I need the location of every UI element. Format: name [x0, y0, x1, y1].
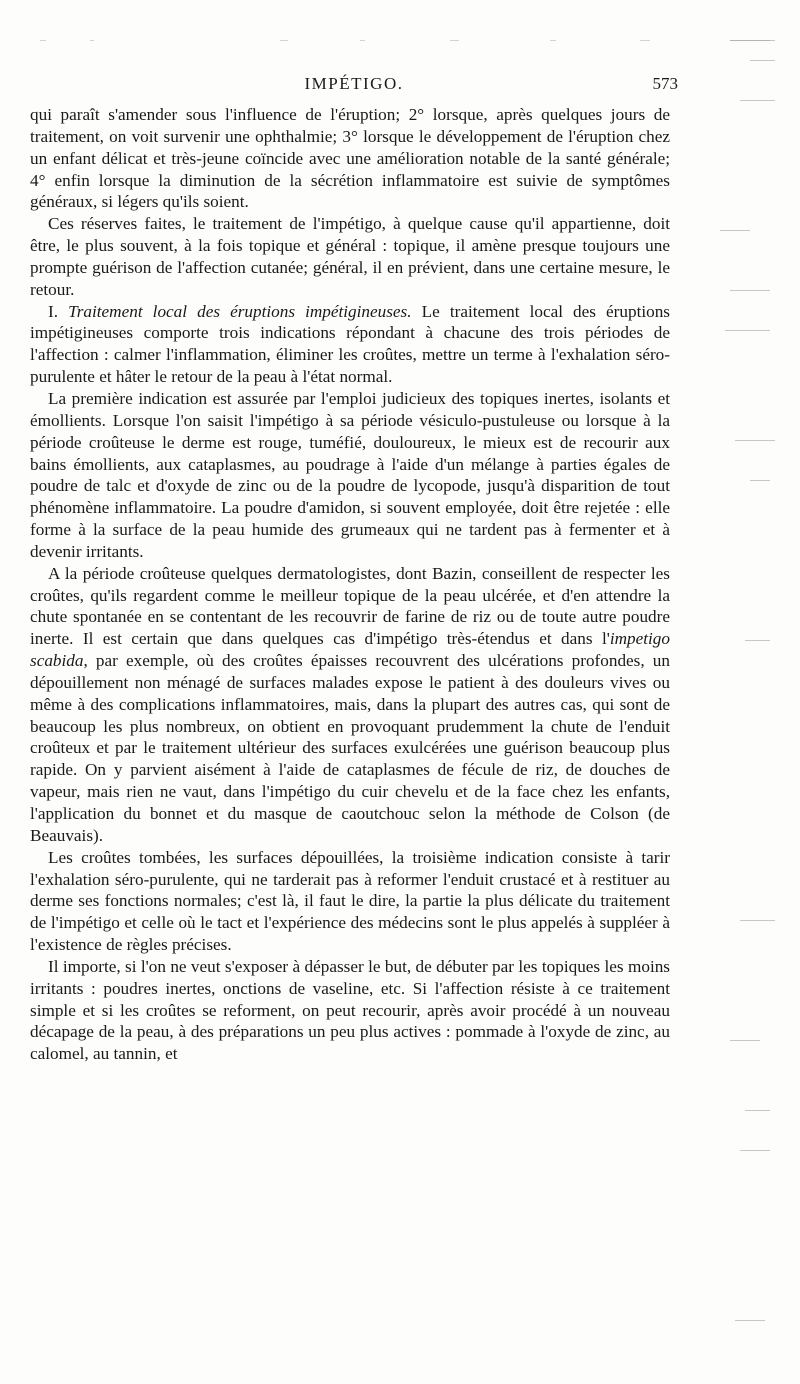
paragraph-4: La première indication est assurée par l'emploi judicieux des topiques inertes, isolants et émollients. Lorsque l'on saisit l'impétigo à sa période vésiculo-pustuleuse ou lorsque à la période croûteuse le derme est rouge, tuméfié, douloureux, le mieux est de recourir aux bains émollients, aux cataplasmes, au poudrage à l'aide d'un mélange à parties égales de poudre de talc et d'oxyde de zinc ou de la poudre de lycopode, jusqu'à disparition de tout phénomène inflammatoire. La poudre d'amidon, si souvent employée, doit être rejetée : elle forme à la surface de la peau humide des grumeaux qui ne tardent pas à fermenter et à devenir irritants.	[30, 388, 670, 561]
scan-artifacts-margin	[700, 30, 780, 1350]
page-body	[30, 104, 670, 1065]
section-heading: Traitement local des éruptions impétigineuses.	[68, 301, 412, 321]
paragraph-7: Il importe, si l'on ne veut s'exposer à dépasser le but, de débuter par les topiques les moins irritants : poudres inertes, onctions de vaseline, etc. Si l'affection résiste à ce traitement simple et si les croûtes se reforment, on peut recourir, après avoir procédé à un nouveau décapage de la peau, à des préparations un peu plus actives : pommade à l'oxyde de zinc, au calomel, au tannin, et	[30, 956, 670, 1064]
paragraph-5-emphasis: impetigo scabida	[30, 629, 670, 671]
paragraph-5-text-before: A la période croûteuse quelques dermatologistes, dont Bazin, conseillent de respecter les croûtes, qu'ils regardent comme le meilleur topique de la peau ulcérée, et d'en attendre la chute spontanée en se contentant de les recouvrir de farine de riz ou de toute autre poudre inerte. Il est certain que dans quelques cas d'impétigo très-étendus et dans l'	[30, 563, 670, 649]
paragraph-3	[30, 301, 670, 388]
page-number: 573	[652, 74, 678, 93]
paragraph-6: Les croûtes tombées, les surfaces dépouillées, la troisième indication consiste à tarir l'exhalation séro-purulente, qui ne tarderait pas à reformer l'enduit crustacé et à restituer au derme ses fonctions normales; c'est là, il faut le dire, la partie la plus délicate du traitement de l'impétigo et celle où le tact et l'expérience des médecins sont le plus appelés à suppléer à l'existence de règles précises.	[30, 847, 670, 955]
section-number: I.	[48, 301, 59, 321]
scan-artifacts-top	[30, 32, 780, 52]
paragraph-1: qui paraît s'amender sous l'influence de l'éruption; 2° lorsque, après quelques jours de traitement, on voit survenir une ophthalmie; 3° lorsque le développement de l'éruption chez un enfant délicat et très-jeune coïncide avec une amélioration notable de la santé générale; 4° enfin lorsque la diminution de la sécrétion inflammatoire est suivie de symptômes généraux, si légers qu'ils soient.	[30, 105, 670, 212]
running-header	[30, 74, 678, 96]
paragraph-5-text-after: , par exemple, où des croûtes épaisses recouvrent des ulcérations profondes, un dépouillement non ménagé de surfaces malades expose le patient à des douleurs vives ou même à des complications inflammatoires, mais, dans la plupart des autres cas, qui sont de beaucoup les plus nombreux, on obtient en provoquant prudemment la chute de l'enduit croûteux et par le traitement ultérieur des surfaces exulcérées une guérison beaucoup plus rapide. On y parvient aisément à l'aide de cataplasmes de fécule de riz, de douches de vapeur, mais rien ne vaut, dans l'impétigo du cuir chevelu et de la face chez les enfants, l'application du bonnet et du masque de caoutchouc selon la méthode de Colson (de Beauvais).	[30, 651, 670, 845]
paragraph-2: Ces réserves faites, le traitement de l'impétigo, à quelque cause qu'il appartienne, doit être, le plus souvent, à la fois topique et général : topique, il amène presque toujours une prompte guérison de l'affection cutanée; général, il en prévient, dans une certaine mesure, le retour.	[30, 214, 670, 299]
running-title: IMPÉTIGO.	[304, 74, 404, 93]
paragraph-3-text: Le traitement local des éruptions impétigineuses comporte trois indications répondant à chacune des trois périodes de l'affection : calmer l'inflammation, éliminer les croûtes, mettre un terme à l'exhalation séro-purulente et hâter le retour de la peau à l'état normal.	[30, 301, 670, 387]
paragraph-5	[30, 563, 670, 847]
